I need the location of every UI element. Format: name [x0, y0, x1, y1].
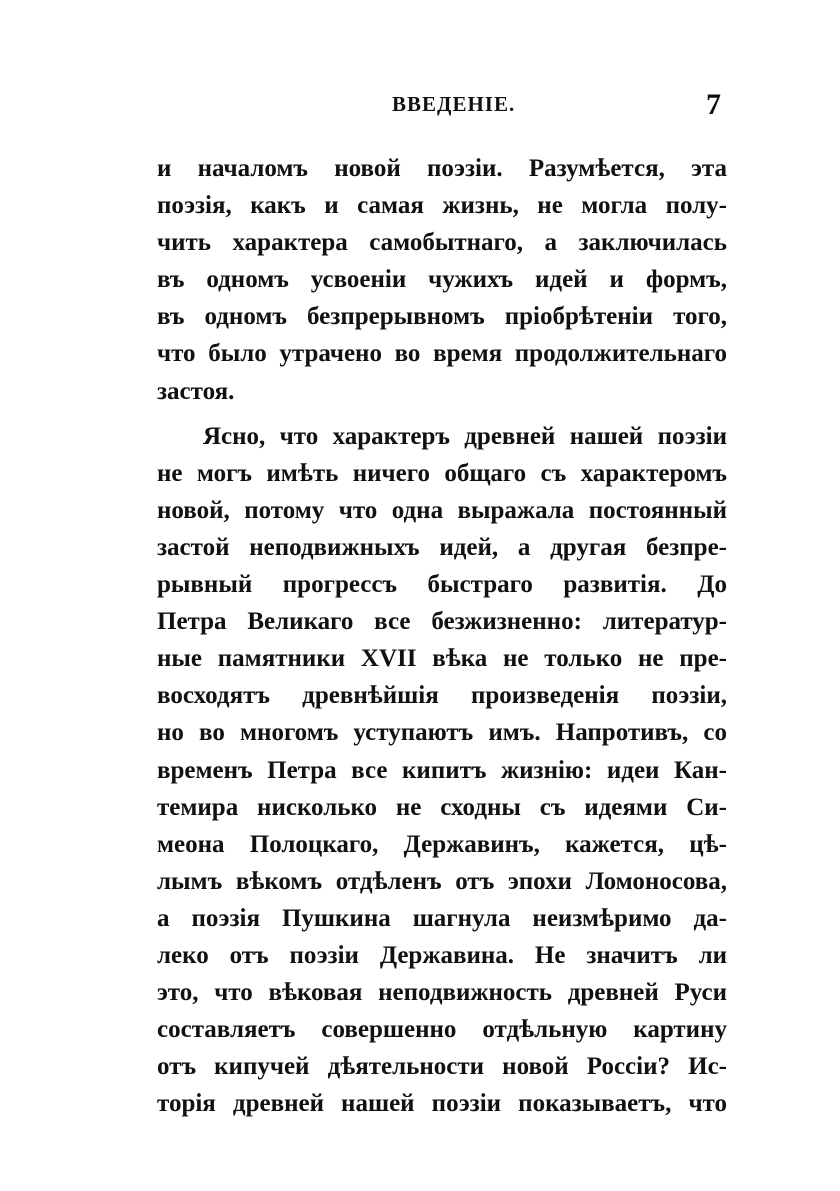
text-line: составляетъ совершенно отдѣльную картину — [157, 1016, 727, 1044]
text-line: чить характера самобытнаго, а заключилась — [157, 229, 727, 257]
text-line: что было утрачено во время продолжительнаго — [157, 340, 727, 368]
text-line: темира нисколько не сходны съ идеями Си- — [157, 793, 727, 821]
text-line: поэзія, какъ и самая жизнь, не могла полу- — [157, 192, 727, 220]
text-line: но во многомъ уступаютъ имъ. Напротивъ, со — [157, 719, 727, 747]
text-line: новой, потому что одна выражала постоянный — [157, 496, 727, 524]
paragraph-2 — [157, 418, 727, 1123]
text-line: Ясно, что характеръ древней нашей поэзіи — [203, 422, 727, 450]
text-line: застой неподвижныхъ идей, а другая безпре- — [157, 533, 727, 561]
paragraph-gap — [157, 410, 727, 418]
text-line: леко отъ поэзіи Державина. Не значитъ ли — [157, 941, 727, 969]
text-line: это, что вѣковая неподвижность древней Руси — [157, 979, 727, 1007]
page-number: 7 — [706, 88, 721, 121]
text-line: торія древней нашей поэзіи показываетъ, что — [157, 1090, 727, 1118]
body-text — [157, 150, 727, 1122]
text-line: Петра Великаго все безжизненно: литератур- — [157, 608, 727, 636]
running-head — [0, 88, 840, 132]
text-line: а поэзія Пушкина шагнула неизмѣримо да- — [157, 904, 727, 932]
text-line: лымъ вѣкомъ отдѣленъ отъ эпохи Ломоносова, — [157, 867, 727, 895]
text-line: и началомъ новой поэзіи. Разумѣется, эта — [157, 155, 727, 182]
text-line: восходятъ древнѣйшія произведенія поэзіи, — [157, 682, 727, 710]
text-line: ные памятники XVII вѣка не только не пре- — [157, 645, 727, 673]
text-line: застоя. — [157, 377, 235, 405]
text-line: не могъ имѣть ничего общаго съ характеромъ — [157, 459, 727, 487]
chapter-title: ВВЕДЕНІЕ. — [392, 92, 516, 116]
text-line: меона Полоцкаго, Державинъ, кажется, цѣ- — [157, 830, 727, 858]
text-line: рывный прогрессъ быстраго развитія. До — [157, 571, 727, 599]
text-line: въ одномъ усвоеніи чужихъ идей и формъ, — [157, 266, 727, 294]
text-line: временъ Петра все кипитъ жизнію: идеи Кан- — [157, 756, 727, 784]
paragraph-1 — [157, 150, 727, 410]
text-line: отъ кипучей дѣятельности новой Россіи? Ис- — [157, 1053, 727, 1081]
text-line: въ одномъ безпрерывномъ пріобрѣтеніи того, — [157, 303, 727, 331]
